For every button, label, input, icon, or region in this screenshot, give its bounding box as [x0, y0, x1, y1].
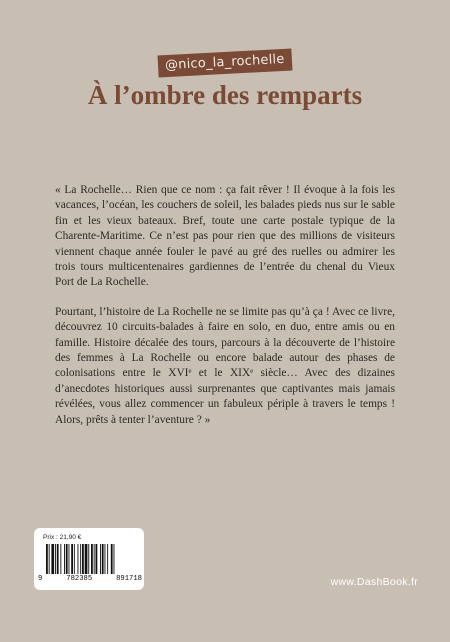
- barcode-icon: [46, 544, 136, 574]
- barcode-stripe: [66, 544, 68, 574]
- isbn-number: [38, 575, 142, 583]
- barcode-stripe: [64, 544, 65, 574]
- barcode-stripe: [114, 544, 115, 574]
- price-label: Prix : 21,90 €: [43, 534, 82, 541]
- barcode-stripe: [91, 544, 93, 574]
- barcode-stripe: [46, 544, 48, 574]
- back-cover-blurb: [55, 183, 395, 442]
- author-handle-tag: @nico_la_rochelle: [158, 49, 293, 78]
- barcode-stripe: [55, 544, 56, 574]
- barcode-stripe: [94, 544, 95, 574]
- barcode-stripe: [88, 544, 89, 574]
- blurb-paragraph-1: « La Rochelle… Rien que ce nom : ça fait rêver ! Il évoque à la fois les vacances, l’océan, les couchers de soleil, les balades pieds nus sur le sable fin et les vieux bateaux. Bref, toute une carte postale typique de la Charente-Maritime. Ce n’est pas pour rien que des millions de visiteurs viennent chaque année fouler le pavé au gré des ruelles ou admirer les trois tours multicentenaires gardiennes de l’entrée du chenal du Vieux Port de La Rochelle.: [55, 184, 395, 289]
- publisher-website: www.DashBook.fr: [330, 576, 418, 588]
- isbn-lead-digit: 9: [38, 575, 43, 583]
- barcode-stripe: [57, 544, 59, 574]
- barcode-stripe: [74, 544, 75, 574]
- barcode-stripe: [71, 544, 73, 574]
- barcode-stripe: [96, 544, 98, 574]
- barcode-stripe: [69, 544, 70, 574]
- barcode-stripe: [102, 544, 104, 574]
- barcode-stripe: [111, 544, 113, 574]
- barcode-stripe: [85, 544, 88, 574]
- barcode-stripe: [107, 544, 108, 574]
- book-title: À l’ombre des remparts: [87, 80, 363, 110]
- barcode-panel: [34, 528, 144, 590]
- isbn-right-group: 891718: [116, 575, 142, 583]
- handle-tag-wrapper: [0, 52, 450, 74]
- barcode-stripe: [78, 544, 79, 574]
- blurb-paragraph-2: Pourtant, l’histoire de La Rochelle ne se limite pas qu’à ça ! Avec ce livre, découvrez 10 circuits-balades à faire en solo, en duo, entre amis ou en famille. Histoire décalée des tours, parcours à la découverte de l’histoire des femmes à La Rochelle ou encore balade autour des phases de colonisations entre le XVIᵉ et le XIXᵉ siècle… Avec des dizaines d’anecdotes historiques aussi surprenantes que captivantes mais jamais révélées, vous allez commencer un fabuleux périple à travers le temps ! Alors, prêts à tenter l’aventure ? »: [55, 305, 395, 426]
- barcode-stripe: [105, 544, 106, 574]
- isbn-left-group: 782385: [66, 575, 93, 583]
- barcode-stripe: [82, 544, 84, 574]
- barcode-stripe: [49, 544, 50, 574]
- barcode-stripe: [51, 544, 54, 574]
- barcode-stripe: [80, 544, 81, 574]
- barcode-stripe: [100, 544, 101, 574]
- barcode-stripe: [60, 544, 61, 574]
